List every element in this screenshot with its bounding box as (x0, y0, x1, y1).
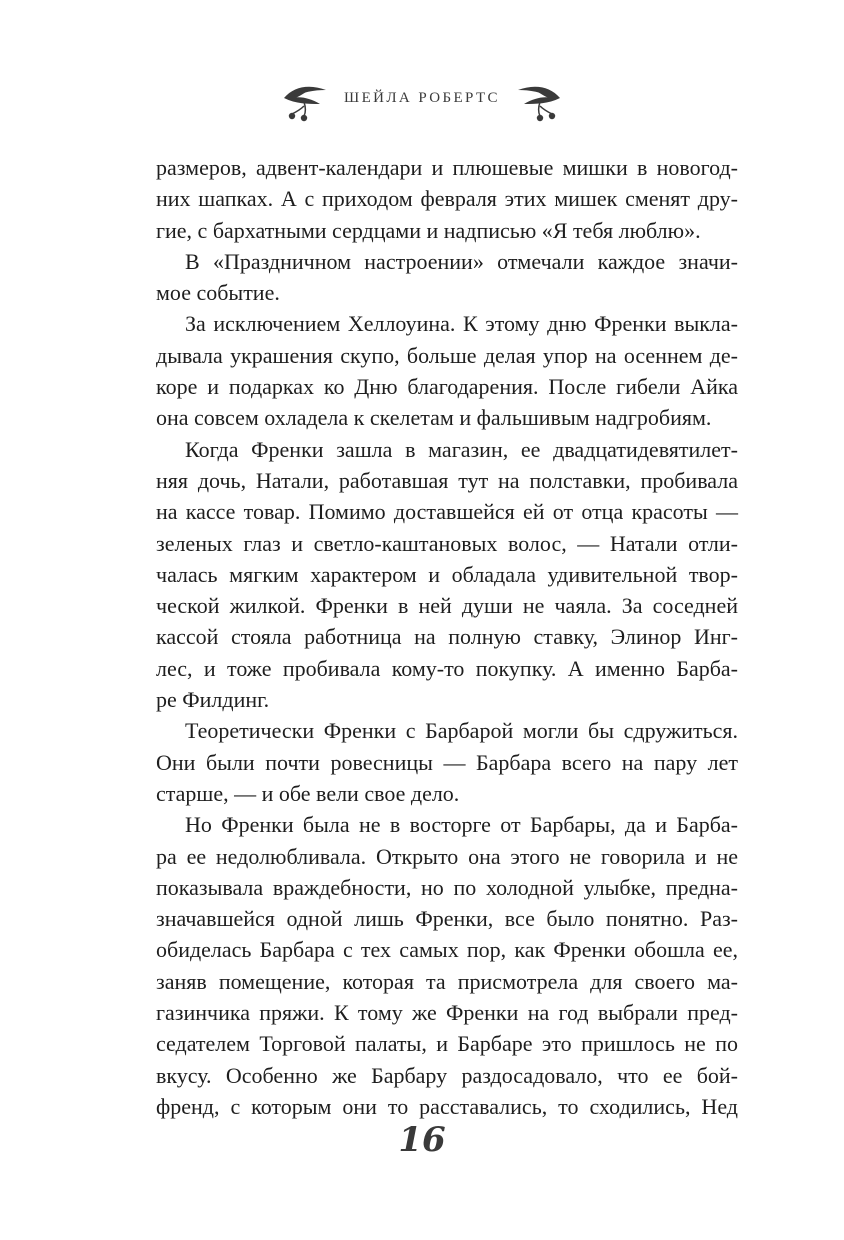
text-line: дывала украшения скупо, больше делая упор на осеннем де- (156, 342, 738, 368)
text-line: вкусу. Особенно же Барбару раздосадовало, что ее бой- (156, 1062, 738, 1088)
text-line: Но Френки была не в восторге от Барбары, да и Барба- (185, 812, 738, 838)
text-line: ре Филдинг. (156, 687, 270, 713)
text-line: Теоретически Френки с Барбарой могли бы сдружиться. (185, 718, 738, 744)
running-header (0, 76, 844, 140)
text-line: старше, — и обе вели свое дело. (156, 780, 460, 806)
text-line: мое событие. (156, 280, 280, 306)
body-text (156, 152, 738, 1122)
text-line: няя дочь, Натали, работавшая тут на полставки, пробивала (156, 467, 738, 493)
text-line: Когда Френки зашла в магазин, ее двадцатидевятилет- (185, 436, 738, 462)
text-line: гие, с бархатными сердцами и надписью «Я тебя люблю». (156, 217, 701, 243)
text-line: ческой жилкой. Френки в ней души не чаяла. За соседней (156, 593, 738, 619)
text-line: френд, с которым они то расставались, то сходились, Нед (156, 1093, 738, 1119)
text-line: на кассе товар. Помимо доставшейся ей от отца красоты — (156, 499, 738, 525)
leaf-ornament-icon (280, 76, 330, 126)
text-line: лес, и тоже пробивала кому-то покупку. А именно Барба- (156, 655, 738, 681)
leaf-ornament-icon (514, 76, 564, 126)
text-line: она совсем охладела к скелетам и фальшивым надгробиям. (156, 405, 712, 431)
text-line: ра ее недолюбливала. Открыто она этого не говорила и не (156, 843, 738, 869)
text-line: показывала враждебности, но по холодной улыбке, предна- (156, 874, 738, 900)
text-line: зеленых глаз и светло-каштановых волос, — Натали отли- (156, 530, 738, 556)
running-head-author: ШЕЙЛА РОБЕРТС (344, 90, 500, 106)
text-line: них шапках. А с приходом февраля этих мишек сменят дру- (156, 186, 738, 212)
text-line: газинчика пряжи. К тому же Френки на год выбрали пред- (156, 1000, 738, 1026)
text-line: заняв помещение, которая та присмотрела для своего ма- (156, 968, 738, 994)
text-line: значавшейся одной лишь Френки, все было понятно. Раз- (156, 906, 738, 932)
page-number: 16 (398, 1120, 446, 1160)
text-line: размеров, адвент-календари и плюшевые мишки в новогод- (156, 155, 738, 180)
text-line: В «Праздничном настроении» отмечали каждое значи- (185, 248, 738, 274)
text-line: чалась мягким характером и обладала удивительной твор- (156, 561, 738, 587)
text-line: обиделась Барбара с тех самых пор, как Френки обошла ее, (156, 937, 738, 963)
text-line: За исключением Хеллоуина. К этому дню Френки выкла- (185, 311, 738, 337)
text-line: Они были почти ровесницы — Барбара всего на пару лет (156, 749, 738, 775)
text-line: коре и подарках ко Дню благодарения. После гибели Айка (156, 374, 738, 400)
text-line: кассой стояла работница на полную ставку, Элинор Инг- (156, 624, 738, 650)
text-line: седателем Торговой палаты, и Барбаре это пришлось не по (156, 1031, 738, 1057)
